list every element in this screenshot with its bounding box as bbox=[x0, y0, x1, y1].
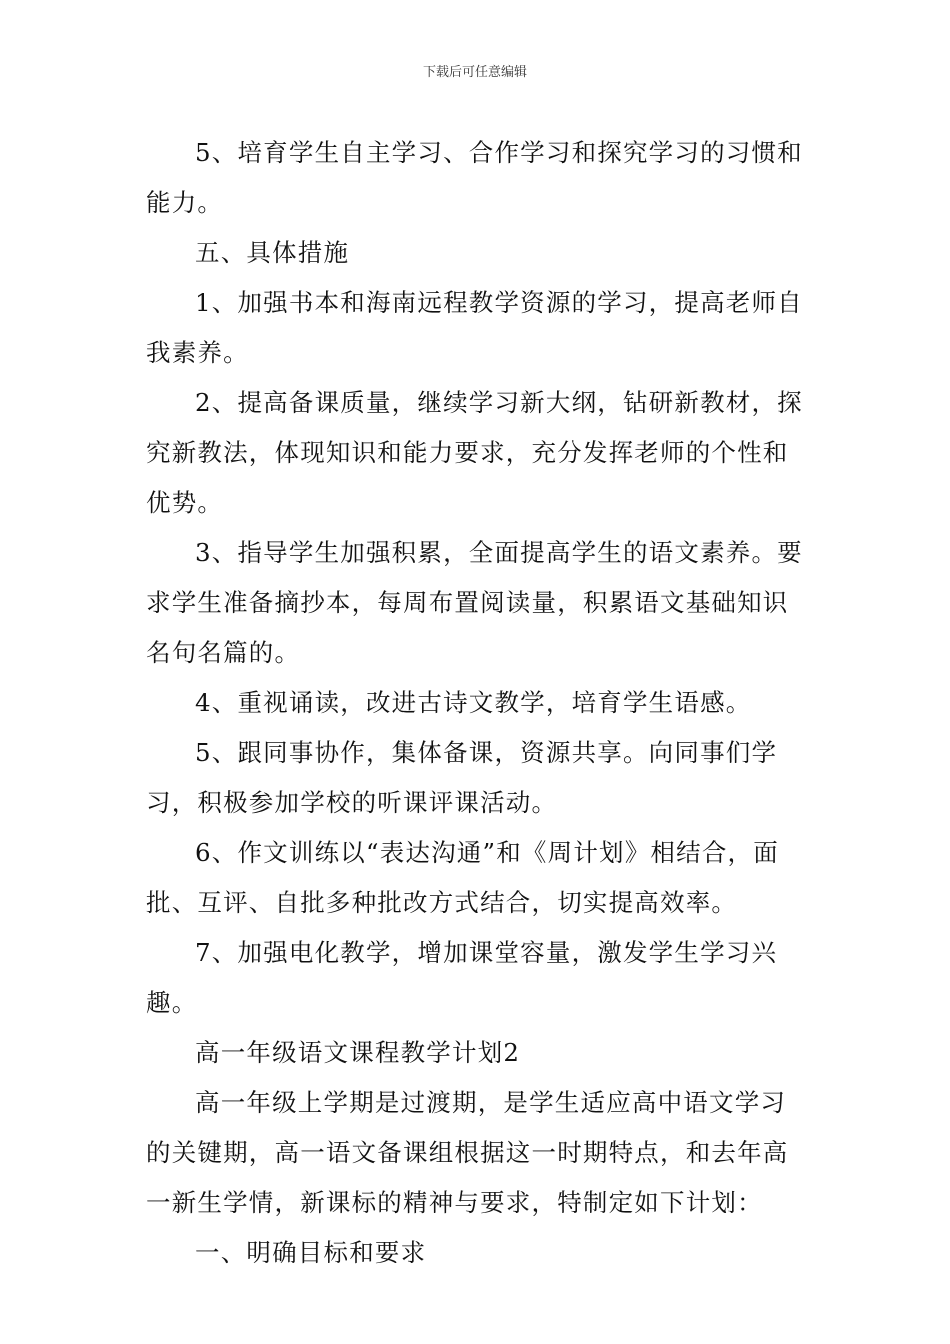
document-subtitle: 高一年级语文课程教学计划2 bbox=[195, 1038, 521, 1067]
paragraph-measure-1: 1、加强书本和海南远程教学资源的学习，提高老师自我素养。 bbox=[146, 288, 803, 367]
paragraph-measure-3: 3、指导学生加强积累，全面提高学生的语文素养。要求学生准备摘抄本，每周布置阅读量，积累语文基础知识名句名篇的。 bbox=[146, 538, 803, 667]
section-heading-goals: 一、明确目标和要求 bbox=[195, 1238, 427, 1267]
paragraph-goal-5: 5、培育学生自主学习、合作学习和探究学习的习惯和能力。 bbox=[146, 138, 803, 217]
page-header: 下载后可任意编辑 bbox=[422, 65, 527, 80]
paragraph-measure-7: 7、加强电化教学，增加课堂容量，激发学生学习兴趣。 bbox=[146, 938, 778, 1017]
paragraph-intro: 高一年级上学期是过渡期，是学生适应高中语文学习的关键期，高一语文备课组根据这一时期特点，和去年高一新生学情，新课标的精神与要求，特制定如下计划： bbox=[146, 1088, 789, 1217]
paragraph-measure-5: 5、跟同事协作，集体备课，资源共享。向同事们学习，积极参加学校的听课评课活动。 bbox=[146, 738, 778, 817]
paragraph-measure-6: 6、作文训练以“表达沟通”和《周计划》相结合，面批、互评、自批多种批改方式结合，切实提高效率。 bbox=[146, 838, 779, 917]
section-heading-measures: 五、具体措施 bbox=[195, 238, 350, 267]
paragraph-measure-2: 2、提高备课质量，继续学习新大纲，钻研新教材，探究新教法，体现知识和能力要求，充分发挥老师的个性和优势。 bbox=[146, 388, 803, 517]
paragraph-measure-4: 4、重视诵读，改进古诗文教学，培育学生语感。 bbox=[195, 688, 752, 717]
document-body bbox=[146, 128, 810, 1278]
